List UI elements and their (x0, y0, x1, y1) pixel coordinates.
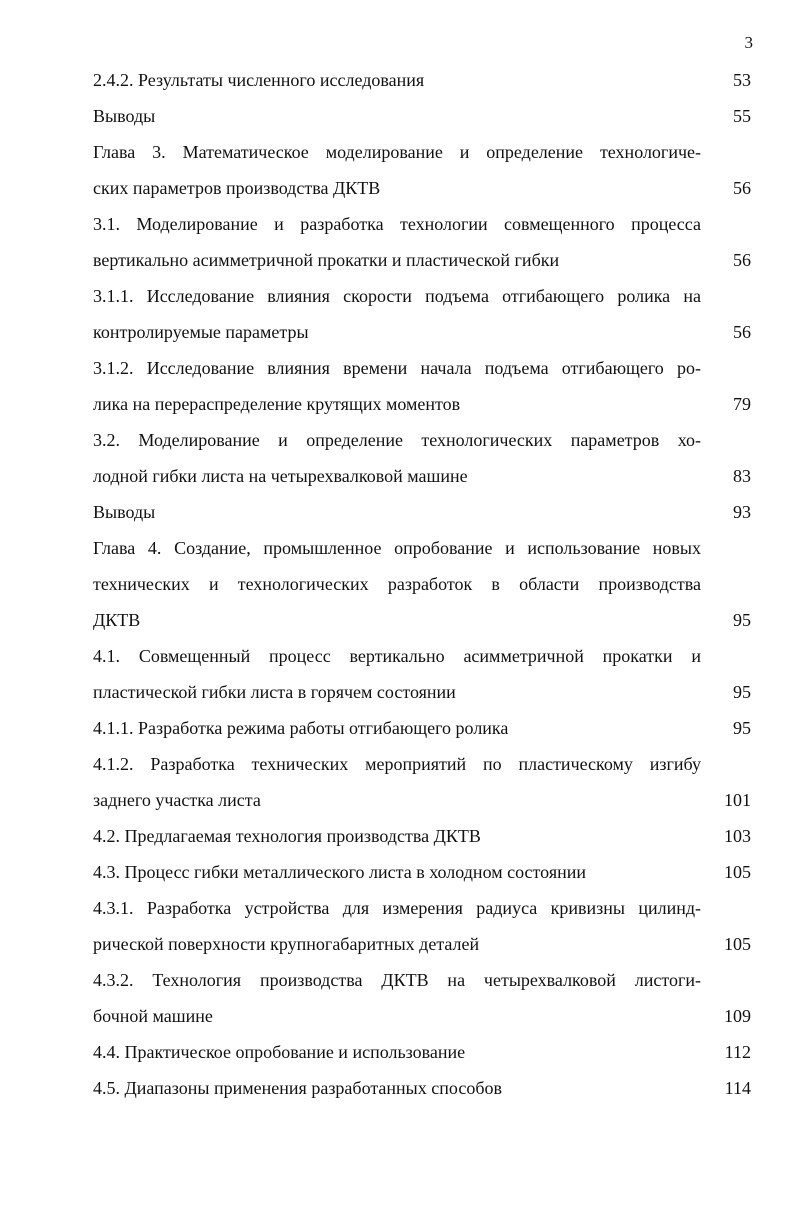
toc-entry-line: 4.1.2. Разработка технических мероприятий по пластическому изгибу (93, 754, 701, 774)
toc-entry (93, 962, 751, 1034)
toc-entry-title (93, 62, 701, 98)
toc-entry-title (93, 710, 701, 746)
toc-entry-page-number: 95 (733, 718, 751, 738)
toc-entry-title (93, 854, 701, 890)
toc-entry-line: 2.4.2. Результаты численного исследования (93, 70, 425, 90)
toc-entry-title (93, 962, 701, 1034)
toc-entry-page-number: 95 (733, 682, 751, 702)
toc-entry-line: 3.1. Моделирование и разработка технологии совмещенного процесса (93, 214, 701, 234)
toc-entry (93, 422, 751, 494)
toc-entry-line: пластической гибки листа в горячем состоянии (93, 682, 456, 702)
toc-entry-title (93, 530, 701, 638)
toc-entry-page-number: 56 (733, 250, 751, 270)
toc-entry-title (93, 1070, 701, 1106)
toc-entry (93, 710, 751, 746)
toc-entry-page-number: 112 (724, 1042, 751, 1062)
toc-entry (93, 494, 751, 530)
toc-entry-page-number: 53 (733, 70, 751, 90)
toc-entry-line: ДКТВ (93, 610, 141, 630)
toc-entry-line: 3.2. Моделирование и определение технологических параметров хо- (93, 430, 701, 450)
toc-entry-line: бочной машине (93, 1006, 213, 1026)
toc-entry-page-number: 93 (733, 502, 751, 522)
toc-entry-line: 4.1. Совмещенный процесс вертикально асимметричной прокатки и (93, 646, 701, 666)
toc-entry-title (93, 494, 701, 530)
toc-entry-line: Глава 3. Математическое моделирование и определение технологиче- (93, 142, 701, 162)
toc-entry (93, 62, 751, 98)
toc-entry (93, 638, 751, 710)
toc-entry-line: Глава 4. Создание, промышленное опробование и использование новых (93, 538, 701, 558)
toc-entry-page-number: 55 (733, 106, 751, 126)
toc-entry-page-number: 56 (733, 178, 751, 198)
toc-entry-line: 4.3.1. Разработка устройства для измерения радиуса кривизны цилинд- (93, 898, 701, 918)
toc-entry-line: Выводы (93, 106, 156, 126)
toc-entry (93, 530, 751, 638)
toc-entry-line: 3.1.1. Исследование влияния скорости подъема отгибающего ролика на (93, 286, 701, 306)
page-number: 3 (744, 33, 753, 52)
toc-entry-line: контролируемые параметры (93, 322, 309, 342)
toc-entry-title (93, 818, 701, 854)
toc-entry (93, 278, 751, 350)
toc-entry (93, 98, 751, 134)
toc-entry-page-number: 95 (733, 610, 751, 630)
toc-entry-page-number: 114 (724, 1078, 751, 1098)
toc-entry-line: лодной гибки листа на четырехвалковой машине (93, 466, 468, 486)
toc-entry-page-number: 56 (733, 322, 751, 342)
toc-entry-title (93, 422, 701, 494)
toc-entry-title (93, 746, 701, 818)
toc-entry-page-number: 109 (724, 1006, 751, 1026)
toc-entry (93, 350, 751, 422)
toc-entry-line: 4.5. Диапазоны применения разработанных способов (93, 1078, 502, 1098)
toc-entry-line: заднего участка листа (93, 790, 261, 810)
toc-entry-line: 4.3. Процесс гибки металлического листа в холодном состоянии (93, 862, 587, 882)
toc-entry-page-number: 83 (733, 466, 751, 486)
toc-entry-title (93, 350, 701, 422)
toc-entry-title (93, 1034, 701, 1070)
toc-entry-line: ских параметров производства ДКТВ (93, 178, 381, 198)
toc-entry (93, 206, 751, 278)
toc-entry-line: 4.3.2. Технология производства ДКТВ на четырехвалковой листоги- (93, 970, 701, 990)
toc-entry-page-number: 105 (724, 862, 751, 882)
table-of-contents (93, 62, 751, 1106)
toc-entry-line: Выводы (93, 502, 156, 522)
toc-entry-page-number: 103 (724, 826, 751, 846)
toc-entry-line: 4.1.1. Разработка режима работы отгибающего ролика (93, 718, 509, 738)
toc-entry-line: лика на перераспределение крутящих моментов (93, 394, 461, 414)
toc-entry-line: технических и технологических разработок в области производства (93, 574, 701, 594)
toc-entry-line: вертикально асимметричной прокатки и пластической гибки (93, 250, 560, 270)
toc-entry (93, 818, 751, 854)
toc-entry (93, 890, 751, 962)
toc-entry-title (93, 638, 701, 710)
toc-entry-line: рической поверхности крупногабаритных деталей (93, 934, 480, 954)
toc-entry-line: 3.1.2. Исследование влияния времени начала подъема отгибающего ро- (93, 358, 701, 378)
toc-entry-page-number: 105 (724, 934, 751, 954)
toc-entry-title (93, 206, 701, 278)
toc-entry-line: 4.4. Практическое опробование и использование (93, 1042, 466, 1062)
toc-entry-title (93, 278, 701, 350)
toc-entry-title (93, 134, 701, 206)
toc-entry-page-number: 101 (724, 790, 751, 810)
toc-entry (93, 134, 751, 206)
toc-entry (93, 854, 751, 890)
toc-entry-page-number: 79 (733, 394, 751, 414)
toc-entry (93, 1034, 751, 1070)
toc-entry (93, 746, 751, 818)
toc-entry-title (93, 890, 701, 962)
toc-entry-title (93, 98, 701, 134)
toc-entry-line: 4.2. Предлагаемая технология производства ДКТВ (93, 826, 481, 846)
toc-entry (93, 1070, 751, 1106)
